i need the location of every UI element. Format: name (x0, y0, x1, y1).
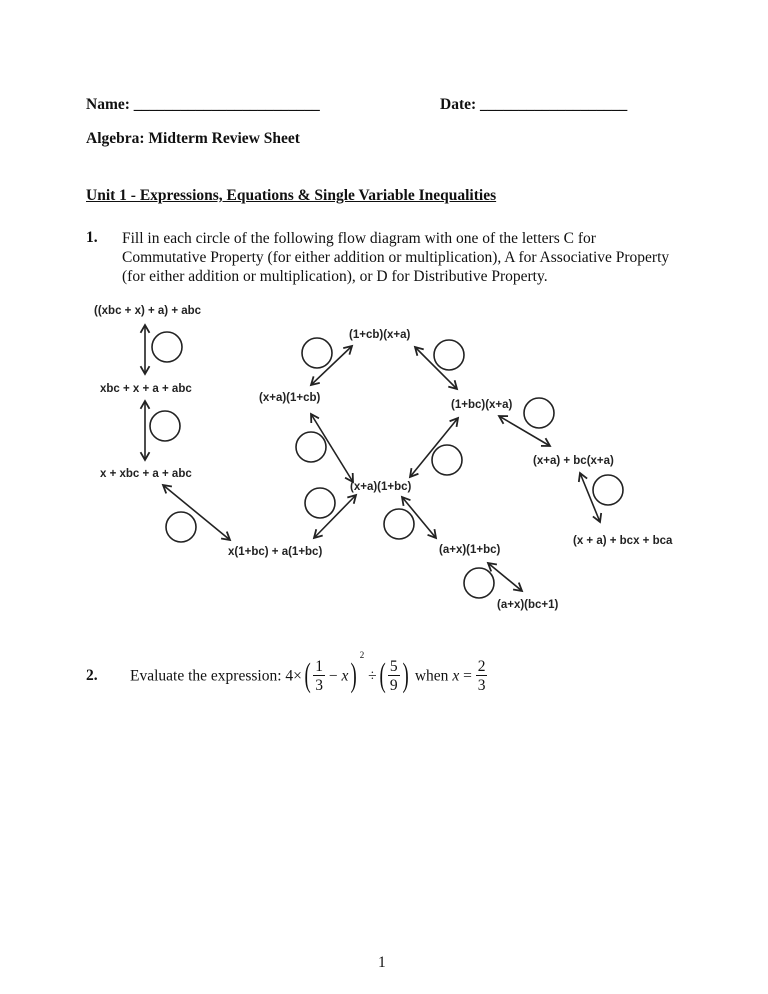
expr-label: x(1+bc) + a(1+bc) (228, 546, 323, 558)
fraction-numerator: 5 (389, 657, 398, 675)
question-2-text (130, 650, 487, 694)
question-1-line: Fill in each circle of the following flow diagram with one of the letters C for (122, 230, 596, 247)
variable-x: x (452, 667, 460, 685)
fraction-denominator: 3 (477, 677, 486, 695)
question-1-line: Commutative Property (for either addition or multiplication), A for Associative Property (122, 249, 670, 266)
expr-label: (a+x)(bc+1) (497, 599, 559, 611)
question-2-number: 2. (86, 667, 98, 684)
fraction-five-ninths (388, 659, 400, 694)
expr-label: x + xbc + a + abc (100, 468, 192, 480)
answer-circle[interactable] (524, 398, 554, 428)
expr-label: (1+bc)(x+a) (451, 399, 513, 411)
answer-circle[interactable] (152, 332, 182, 362)
divide-symbol: ÷ (368, 667, 377, 685)
expr-label: (x+a) + bc(x+a) (533, 455, 614, 467)
page-number: 1 (378, 954, 386, 971)
fraction-two-thirds (476, 659, 488, 694)
expr-label: (x+a)(1+bc) (350, 481, 412, 493)
expr-label: ((xbc + x) + a) + abc (94, 305, 202, 317)
expr-label: (1+cb)(x+a) (349, 329, 411, 341)
answer-circle[interactable] (150, 411, 180, 441)
document-title: Algebra: Midterm Review Sheet (86, 130, 300, 147)
answer-circle[interactable] (305, 488, 335, 518)
unit-heading: Unit 1 - Expressions, Equations & Single Variable Inequalities (86, 187, 497, 204)
date-blank[interactable]: ___________________ (480, 96, 628, 113)
answer-circle[interactable] (166, 512, 196, 542)
question-2-prompt: Evaluate the expression: (130, 667, 282, 685)
fraction-one-third (313, 659, 325, 694)
fraction-numerator: 2 (477, 657, 486, 675)
answer-circle[interactable] (464, 568, 494, 598)
date-label: Date: (440, 96, 477, 113)
answer-circle[interactable] (302, 338, 332, 368)
answer-circle[interactable] (296, 432, 326, 462)
name-label: Name: (86, 96, 130, 113)
fraction-denominator: 3 (315, 677, 323, 695)
fraction-numerator: 1 (315, 657, 323, 675)
when-word: when (414, 667, 449, 685)
exponent: 2 (359, 650, 365, 660)
question-1-line: (for either addition or multiplication), or D for Distributive Property. (122, 268, 548, 285)
times-symbol: × (293, 667, 302, 685)
variable-x: x (341, 667, 349, 685)
right-paren: ) (402, 657, 409, 695)
fraction-denominator: 9 (389, 677, 398, 695)
name-blank[interactable]: ________________________ (133, 96, 320, 113)
minus-symbol: − (328, 667, 338, 685)
expr-label: (a+x)(1+bc) (439, 544, 501, 556)
left-paren: ( (379, 657, 386, 695)
answer-circle[interactable] (593, 475, 623, 505)
answer-circle[interactable] (432, 445, 462, 475)
answer-circle[interactable] (434, 340, 464, 370)
right-paren: ) (350, 657, 358, 695)
left-paren: ( (304, 657, 311, 695)
question-1-number: 1. (86, 229, 98, 246)
expr-coef: 4 (285, 667, 294, 685)
expr-label: (x+a)(1+cb) (259, 392, 321, 404)
equals-symbol: = (463, 667, 472, 685)
expr-label: xbc + x + a + abc (100, 383, 192, 395)
answer-circle[interactable] (384, 509, 414, 539)
expr-label: (x + a) + bcx + bca (573, 535, 673, 547)
